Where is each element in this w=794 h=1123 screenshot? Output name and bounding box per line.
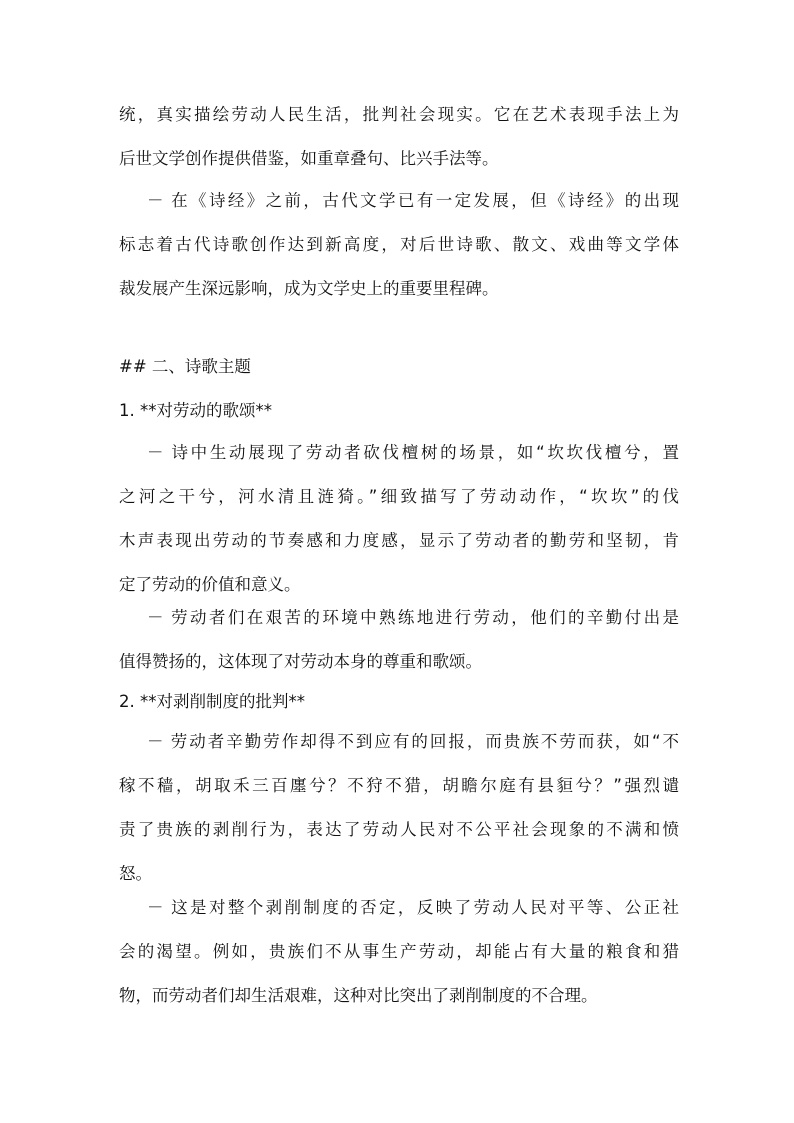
text-line: － 劳动者辛勤劳作却得不到应有的回报，而贵族不劳而获，如“不 <box>147 732 679 751</box>
text-line: － 这是对整个剥削制度的否定，反映了劳动人民对平等、公正社 <box>147 898 679 917</box>
subheading-exploitation-critique <box>119 680 679 724</box>
text-line: 木声表现出劳动的节奏感和力度感，显示了劳动者的勤劳和坚韧，肯 <box>119 531 679 550</box>
text-line: 统，真实描绘劳动人民生活，批判社会现实。它在艺术表现手法上为 <box>119 105 679 124</box>
paragraph-exploitation <box>119 720 679 896</box>
text-line: － 在《诗经》之前，古代文学已有一定发展，但《诗经》的出现 <box>147 191 679 210</box>
text-line: 责了贵族的剥削行为，表达了劳动人民对不公平社会现象的不满和愤 <box>119 820 679 839</box>
section-heading-text: ## 二、诗歌主题 <box>119 357 251 376</box>
text-line: － 劳动者们在艰苦的环境中熟练地进行劳动，他们的辛勤付出是 <box>147 608 679 627</box>
text-line: － 诗中生动展现了劳动者砍伐檀树的场景，如“坎坎伐檀兮，置 <box>147 443 679 462</box>
text-line: 之河之干兮，河水清且涟猗。”细致描写了劳动动作，“坎坎”的伐 <box>119 487 679 506</box>
paragraph-system-negation <box>119 886 679 1018</box>
subheading-labor-praise <box>119 389 679 433</box>
paragraph-labor-respect <box>119 596 679 684</box>
text-line: 会的渴望。例如，贵族们不从事生产劳动，却能占有大量的粮食和猎 <box>119 942 679 961</box>
subheading-text: 1. **对劳动的歌颂** <box>119 401 272 420</box>
text-line: 怒。 <box>119 864 152 883</box>
paragraph-labor-scene <box>119 431 679 607</box>
text-line: 值得赞扬的，这体现了对劳动本身的尊重和歌颂。 <box>119 652 482 671</box>
text-line: 裁发展产生深远影响，成为文学史上的重要里程碑。 <box>119 279 499 298</box>
text-line: 后世文学创作提供借鉴，如重章叠句、比兴手法等。 <box>119 149 499 168</box>
text-line: 物，而劳动者们却生活艰难，这种对比突出了剥削制度的不合理。 <box>119 986 598 1005</box>
text-line: 标志着古代诗歌创作达到新高度，对后世诗歌、散文、戏曲等文学体 <box>119 235 679 254</box>
text-line: 稼不穑，胡取禾三百廛兮？不狩不猎，胡瞻尔庭有县貆兮？”强烈谴 <box>119 776 679 795</box>
section-heading <box>119 345 679 389</box>
text-line: 定了劳动的价值和意义。 <box>119 575 301 594</box>
subheading-text: 2. **对剥削制度的批判** <box>119 692 305 711</box>
paragraph-intro-continuation <box>119 93 679 181</box>
paragraph-influence <box>119 179 679 311</box>
